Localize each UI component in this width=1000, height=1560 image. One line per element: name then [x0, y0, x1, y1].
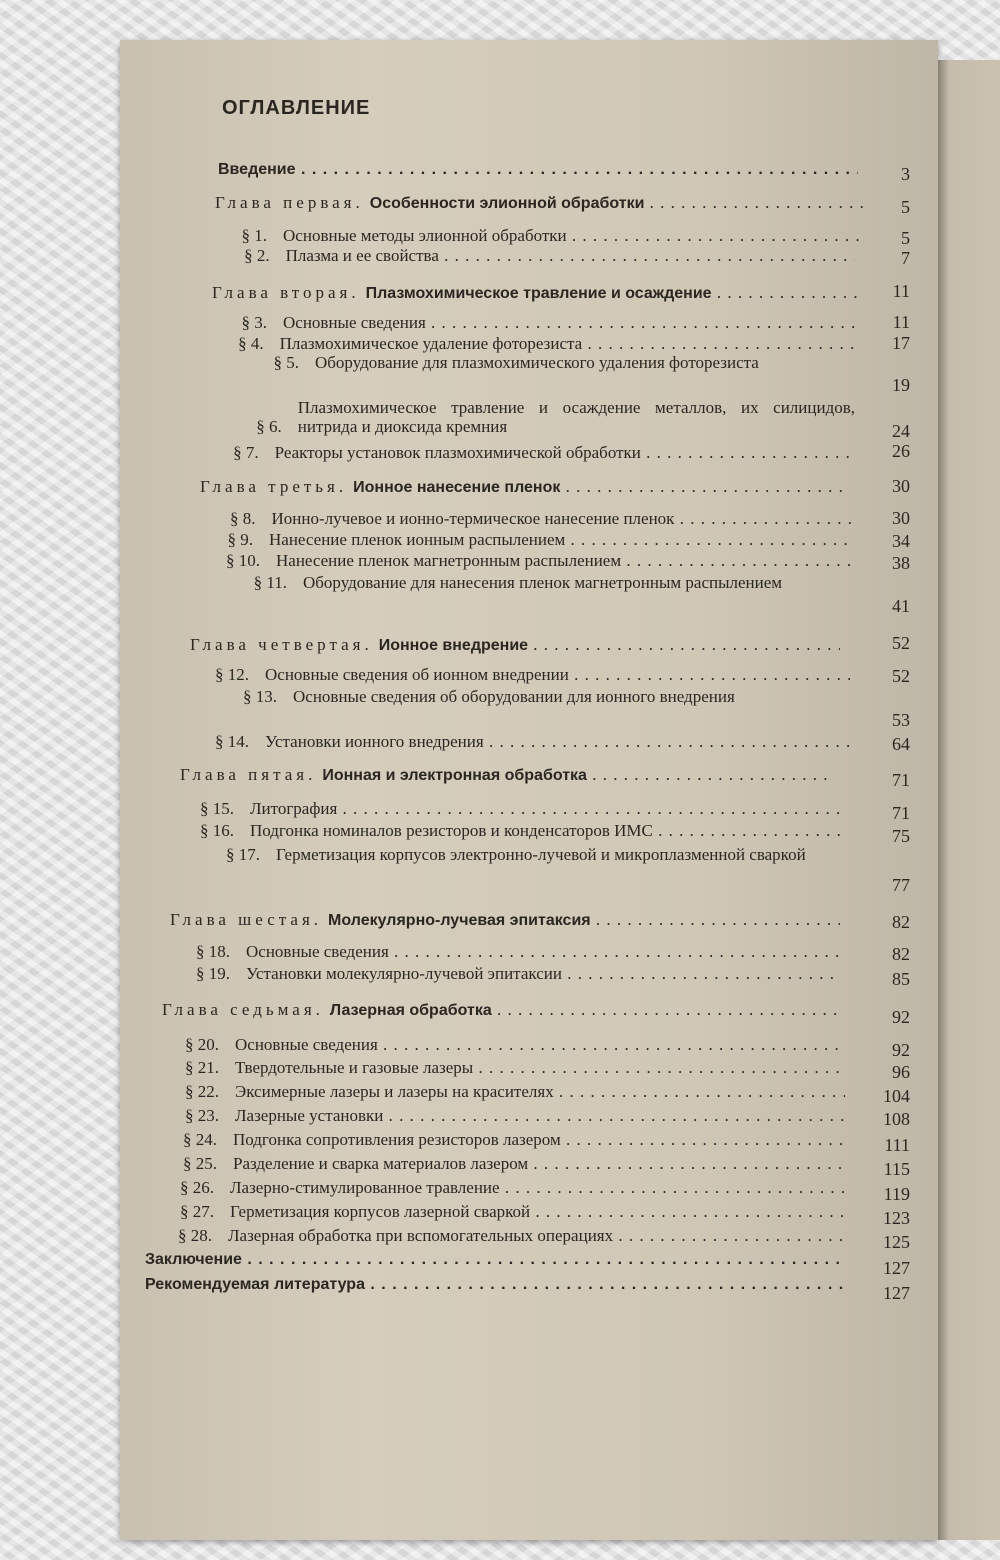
toc-section-entry [183, 1130, 845, 1149]
toc-section-entry [178, 1226, 845, 1245]
toc-section-entry [225, 573, 850, 592]
toc-section-entry [198, 845, 846, 864]
toc-section-entry [215, 665, 850, 684]
chapter-label: Глава шестая. [170, 910, 323, 929]
section-title: Герметизация корпусов лазерной сваркой . . . [230, 1202, 845, 1221]
chapter-title: Ионная и электронная обработка [322, 767, 587, 784]
section-number: § 3. [241, 313, 267, 332]
toc-section-entry [240, 246, 855, 265]
section-title: Твердотельные и газовые лазеры . . . [235, 1058, 845, 1077]
page-number: 24 [892, 421, 910, 441]
section-number: § 28. [178, 1226, 212, 1245]
section-title: Плазмохимическое удаление фоторезиста . . . [280, 334, 855, 353]
page-number: 82 [892, 912, 910, 932]
toc-entry [145, 1275, 845, 1294]
section-title: Основные сведения . . . [235, 1035, 845, 1054]
page-number: 82 [892, 944, 910, 964]
page-number: 5 [901, 228, 910, 248]
toc-section-entry [200, 821, 845, 840]
chapter-title: Лазерная обработка [329, 1002, 492, 1019]
section-number: § 17. [226, 845, 260, 864]
page-number: 77 [892, 875, 910, 895]
chapter-label: Глава третья. [200, 477, 348, 496]
page-title: ОГЛАВЛЕНИЕ [222, 97, 371, 119]
section-number: § 4. [238, 334, 264, 353]
section-number: § 18. [196, 942, 230, 961]
toc-entry [145, 1250, 845, 1269]
toc-section-entry [185, 1106, 845, 1125]
page-number: 119 [883, 1184, 910, 1204]
section-title: Установки ионного внедрения . . . [265, 732, 850, 751]
toc-section-entry [196, 964, 841, 983]
section-title: Нанесение пленок ионным распылением . . . [269, 530, 851, 549]
section-title: Плазмохимическое травление и осаждение металлов, их силицидов, нитрида и диоксида кремния [297, 398, 855, 436]
page-number: 92 [892, 1007, 910, 1027]
toc-section-entry [226, 551, 851, 570]
page-number: 125 [883, 1232, 910, 1252]
chapter-label: Глава вторая. [212, 283, 360, 302]
section-title: Нанесение пленок магнетронным распылением . . . [276, 551, 851, 570]
entry-title: Введение . . . [218, 160, 858, 179]
section-title: Лазерные установки . . . [235, 1106, 845, 1125]
toc-chapter-entry [180, 765, 830, 785]
toc-section-entry [215, 732, 850, 751]
toc-section-entry [237, 313, 855, 332]
section-title: Подгонка номиналов резисторов и конденсаторов ИМС . . . [250, 821, 845, 840]
section-title: Разделение и сварка материалов лазером . . . [233, 1154, 845, 1173]
section-title: Основные сведения об оборудовании для ионного внедрения [293, 687, 735, 706]
section-number: § 22. [185, 1082, 219, 1101]
section-number: § 13. [243, 687, 277, 706]
page-number: 108 [883, 1109, 910, 1129]
section-number: § 1. [241, 226, 268, 245]
section-title: Реакторы установок плазмохимической обработки . . . [275, 443, 855, 462]
section-title: Ионно-лучевое и ионно-термическое нанесение пленок . . . [272, 509, 853, 528]
section-title: Оборудование для нанесения пленок магнетронным распылением [303, 573, 783, 592]
toc-section-entry [185, 1035, 845, 1054]
page-number: 52 [892, 666, 910, 686]
page-number: 38 [892, 553, 910, 573]
section-title: Лазерно-стимулированное травление . . . [230, 1178, 845, 1197]
page-number: 115 [883, 1159, 910, 1179]
section-number: § 8. [230, 509, 256, 528]
page-number: 30 [892, 508, 910, 528]
section-number: § 23. [185, 1106, 219, 1125]
section-title: Основные методы элионной обработки . . . [283, 226, 860, 245]
page-number: 123 [883, 1208, 910, 1228]
chapter-title: Ионное внедрение [378, 637, 529, 654]
section-title: Литография . . . [250, 799, 845, 818]
page-number: 104 [883, 1086, 910, 1106]
section-number: § 24. [183, 1130, 217, 1149]
page-number: 64 [892, 734, 910, 754]
section-title: Герметизация корпусов электронно-лучевой и микроплазменной сваркой [276, 845, 806, 864]
section-number: § 20. [185, 1035, 219, 1054]
toc-chapter-entry [212, 283, 857, 303]
page-number: 26 [892, 441, 910, 461]
page-number: 71 [892, 803, 910, 823]
toc-section-entry [233, 398, 855, 436]
toc-section-entry [237, 334, 855, 353]
toc-section-entry [226, 530, 851, 549]
page-number: 7 [901, 248, 910, 268]
toc-entry [218, 160, 858, 179]
toc-chapter-entry [190, 635, 840, 655]
section-title: Основные сведения . . . [246, 942, 841, 961]
page-number: 75 [892, 826, 910, 846]
chapter-title: Плазмохимическое травление и осаждение [365, 285, 712, 302]
page-number: 127 [883, 1283, 910, 1303]
chapter-label: Глава четвертая. [190, 635, 373, 654]
toc-section-entry [233, 443, 855, 462]
toc-section-entry [185, 1082, 845, 1101]
page-number: 19 [892, 375, 910, 395]
toc-chapter-entry [170, 910, 840, 930]
entry-title: Рекомендуемая литература . . . [145, 1275, 845, 1294]
section-number: § 19. [196, 964, 230, 983]
page-number: 127 [883, 1258, 910, 1278]
section-number: § 6. [256, 417, 282, 436]
page-number: 5 [901, 197, 910, 217]
section-title: Оборудование для плазмохимического удаления фоторезиста [315, 353, 759, 372]
chapter-label: Глава первая. [215, 193, 364, 212]
page-number: 3 [901, 164, 910, 184]
section-title: Плазма и ее свойства . . . [286, 246, 855, 265]
section-number: § 11. [253, 573, 287, 592]
chapter-label: Глава седьмая. [162, 1000, 324, 1019]
chapter-title: Молекулярно-лучевая эпитаксия [328, 912, 591, 929]
section-number: § 26. [180, 1178, 214, 1197]
toc-section-entry [180, 1178, 845, 1197]
section-number: § 2. [244, 246, 270, 265]
section-number: § 27. [180, 1202, 214, 1221]
section-number: § 12. [215, 665, 249, 684]
chapter-label: Глава пятая. [180, 765, 317, 784]
section-number: § 10. [226, 551, 260, 570]
toc-section-entry [200, 799, 845, 818]
page-number: 41 [892, 596, 910, 616]
page-number: 92 [892, 1040, 910, 1060]
page-number: 52 [892, 633, 910, 653]
section-title: Эксимерные лазеры и лазеры на красителях . . . [235, 1082, 845, 1101]
section-title: Основные сведения . . . [283, 313, 855, 332]
toc-chapter-entry [200, 477, 850, 497]
section-number: § 9. [227, 530, 254, 549]
chapter-title: Особенности элионной обработки [369, 195, 645, 212]
toc-chapter-entry [162, 1000, 840, 1020]
toc-section-entry [185, 1058, 845, 1077]
toc-section-entry [237, 353, 852, 372]
page-number: 111 [884, 1135, 910, 1155]
toc-chapter-entry [215, 193, 865, 213]
section-number: § 16. [200, 821, 234, 840]
page-number: 34 [892, 531, 910, 551]
section-title: Лазерная обработка при вспомогательных операциях . . . [228, 1226, 845, 1245]
section-title: Установки молекулярно-лучевой эпитаксии . . . [246, 964, 841, 983]
section-number: § 21. [185, 1058, 219, 1077]
page-number: 85 [892, 969, 910, 989]
section-number: § 5. [273, 353, 299, 372]
page-number: 96 [892, 1062, 910, 1082]
section-number: § 25. [183, 1154, 217, 1173]
section-number: § 14. [215, 732, 249, 751]
page-number: 11 [892, 312, 910, 332]
entry-title: Заключение . . . [145, 1250, 845, 1269]
toc-section-entry [196, 942, 841, 961]
page-number: 11 [892, 281, 910, 301]
section-title: Основные сведения об ионном внедрении . . . [265, 665, 850, 684]
page-number: 30 [892, 476, 910, 496]
toc-section-entry [180, 1202, 845, 1221]
section-number: § 7. [233, 443, 259, 462]
section-title: Подгонка сопротивления резисторов лазером . . . [233, 1130, 845, 1149]
chapter-title: Ионное нанесение пленок [353, 479, 561, 496]
page-number: 71 [892, 770, 910, 790]
toc-section-entry [183, 1154, 845, 1173]
section-number: § 15. [200, 799, 234, 818]
page-number: 53 [892, 710, 910, 730]
toc-section-entry [240, 226, 860, 245]
toc-section-entry [230, 509, 852, 528]
page-number: 17 [892, 333, 910, 353]
toc-section-entry [215, 687, 850, 706]
